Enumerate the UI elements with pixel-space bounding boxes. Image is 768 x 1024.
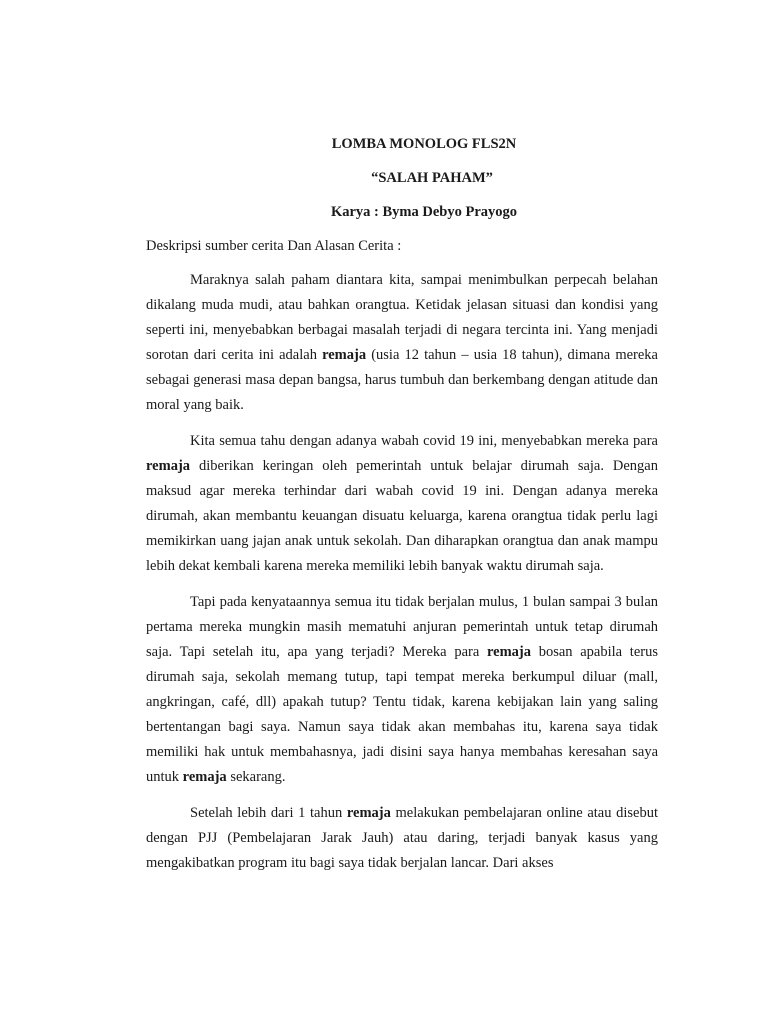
paragraph-text: melakukan pembelajaran online atau disebut dengan PJJ (Pembelajaran Jarak Jauh) atau daring, terjadi banyak kasus yang mengakibatkan program itu bagi saya tidak berjalan lancar. Dari akses [146,805,658,871]
emphasis-remaja: remaja [346,805,391,821]
document-subtitle: “SALAH PAHAM” [371,170,493,186]
paragraph-4 [146,801,658,876]
paragraph-text: diberikan keringan oleh pemerintah untuk belajar dirumah saja. Dengan maksud agar mereka terhindar dari wabah covid 19 ini. Dengan adanya mereka dirumah, akan membantu keuangan disuatu keluarga, karena orangtua tidak perlu lagi memikirkan uang jajan anak untuk sekolah. Dan diharapkan orangtua dan anak mampu lebih dekat kembali karena mereka memiliki lebih banyak waktu dirumah saja. [146,458,658,574]
emphasis-remaja: remaja [486,644,531,660]
document-title: LOMBA MONOLOG FLS2N [331,136,517,152]
paragraph-1 [146,268,658,418]
paragraph-text: Maraknya salah paham diantara kita, sampai menimbulkan perpecah belahan dikalang muda mudi, atau bahkan orangtua. Ketidak jelasan situasi dan kondisi yang seperti ini, menyebabkan berbagai masalah terjadi di negara tercinta ini. Yang menjadi sorotan dari cerita ini adalah [146,272,658,363]
section-heading: Deskripsi sumber cerita Dan Alasan Cerita : [146,238,402,254]
emphasis-remaja: remaja [146,458,191,474]
document-page [146,134,658,887]
emphasis-remaja: remaja [182,769,227,785]
paragraph-text: (usia 12 tahun – usia 18 tahun), dimana mereka sebagai generasi masa depan bangsa, harus tumbuh dan berkembang dengan atitude dan moral yang baik. [146,347,658,413]
paragraph-text: Setelah lebih dari 1 tahun [190,805,347,821]
paragraph-text: bosan apabila terus dirumah saja, sekolah memang tutup, tapi tempat mereka berkumpul diluar (mall, angkringan, café, dll) apakah tutup? Tentu tidak, karena kebijakan lain yang saling bertentangan bagi saya. Namun saya tidak akan membahas itu, karena saya tidak memiliki hak untuk membahasnya, jadi disini saya hanya membahas keresahan saya untuk [146,644,658,785]
paragraph-3 [146,590,658,790]
emphasis-remaja: remaja [322,347,367,363]
paragraph-text: Kita semua tahu dengan adanya wabah covid 19 ini, menyebabkan mereka para [190,433,658,449]
paragraph-2 [146,429,658,579]
paragraph-text: Tapi pada kenyataannya semua itu tidak berjalan mulus, 1 bulan sampai 3 bulan pertama mereka mungkin masih mematuhi anjuran pemerintah untuk tetap dirumah saja. Tapi setelah itu, apa yang terjadi? Mereka para [146,594,658,660]
paragraph-text: sekarang. [226,769,286,785]
author-line: Karya : Byma Debyo Prayogo [330,204,518,220]
